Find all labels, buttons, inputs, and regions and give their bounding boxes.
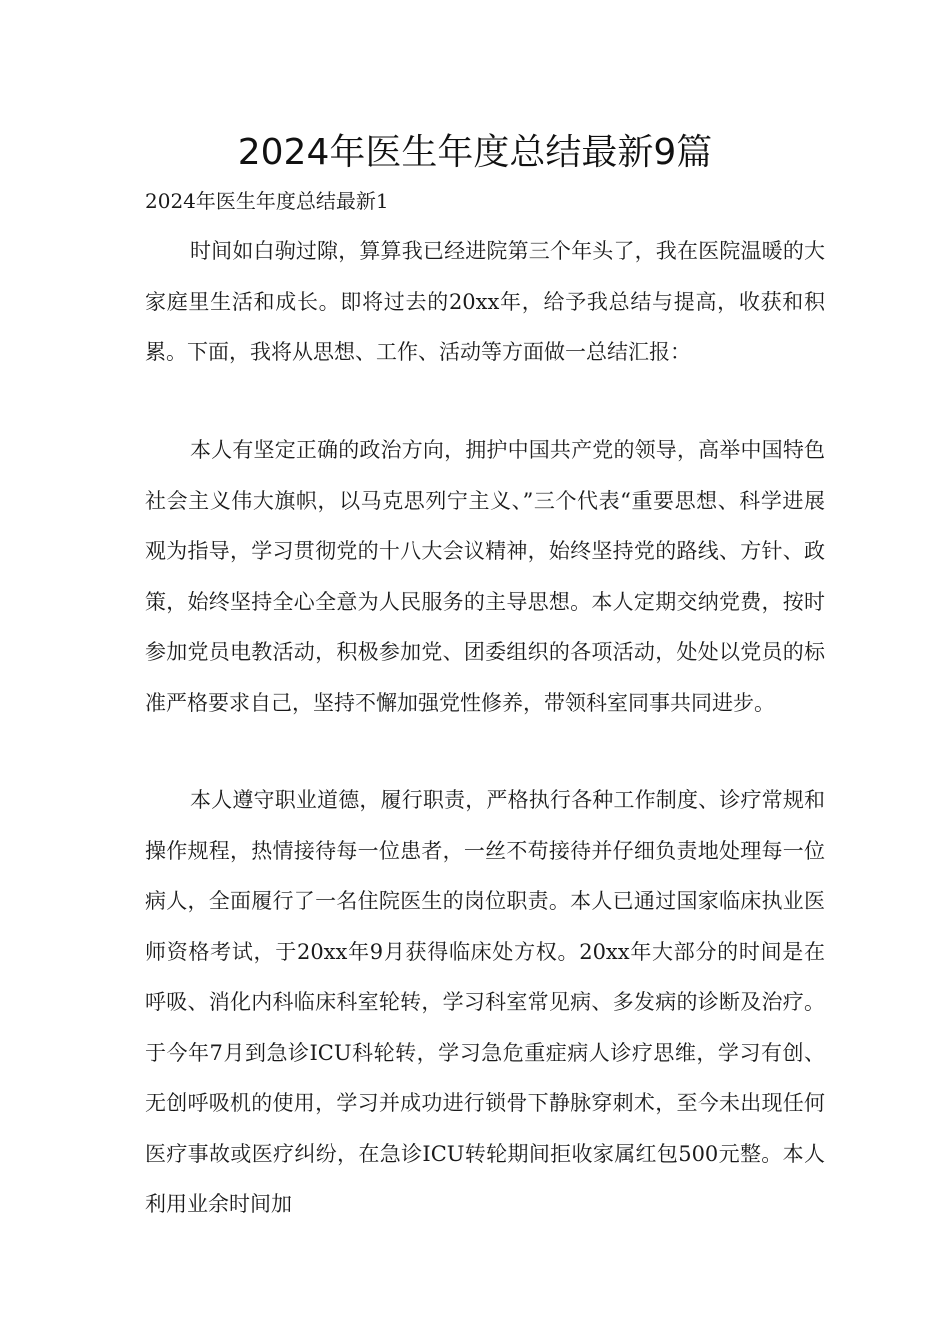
paragraph-intro: 时间如白驹过隙，算算我已经进院第三个年头了，我在医院温暖的大家庭里生活和成长。即将过去的20xx年，给予我总结与提高，收获和积累。下面，我将从思想、工作、活动等方面做一总结汇报： xyxy=(145,239,825,364)
paragraph-ideology: 本人有坚定正确的政治方向，拥护中国共产党的领导，高举中国特色社会主义伟大旗帜，以马克思列宁主义、”三个代表“重要思想、科学进展观为指导，学习贯彻党的十八大会议精神，始终坚持党的路线、方针、政策，始终坚持全心全意为人民服务的主导思想。本人定期交纳党费，按时参加党员电教活动，积极参加党、团委组织的各项活动，处处以党员的标准严格要求自己，坚持不懈加强党性修养，带领科室同事共同进步。 xyxy=(145,438,825,715)
section-heading: 2024年医生年度总结最新1 xyxy=(145,189,389,213)
document-title: 2024年医生年度总结最新9篇 xyxy=(237,132,713,173)
paragraph-work: 本人遵守职业道德，履行职责，严格执行各种工作制度、诊疗常规和操作规程，热情接待每一位患者，一丝不苟接待并仔细负责地处理每一位病人，全面履行了一名住院医生的岗位职责。本人已通过国家临床执业医师资格考试，于20xx年9月获得临床处方权。20xx年大部分的时间是在呼吸、消化内科临床科室轮转，学习科室常见病、多发病的诊断及治疗。于今年7月到急诊ICU科轮转，学习急危重症病人诊疗思维，学习有创、无创呼吸机的使用，学习并成功进行锁骨下静脉穿刺术，至今未出现任何医疗事故或医疗纠纷，在急诊ICU转轮期间拒收家属红包500元整。本人利用业余时间加 xyxy=(145,788,825,1216)
